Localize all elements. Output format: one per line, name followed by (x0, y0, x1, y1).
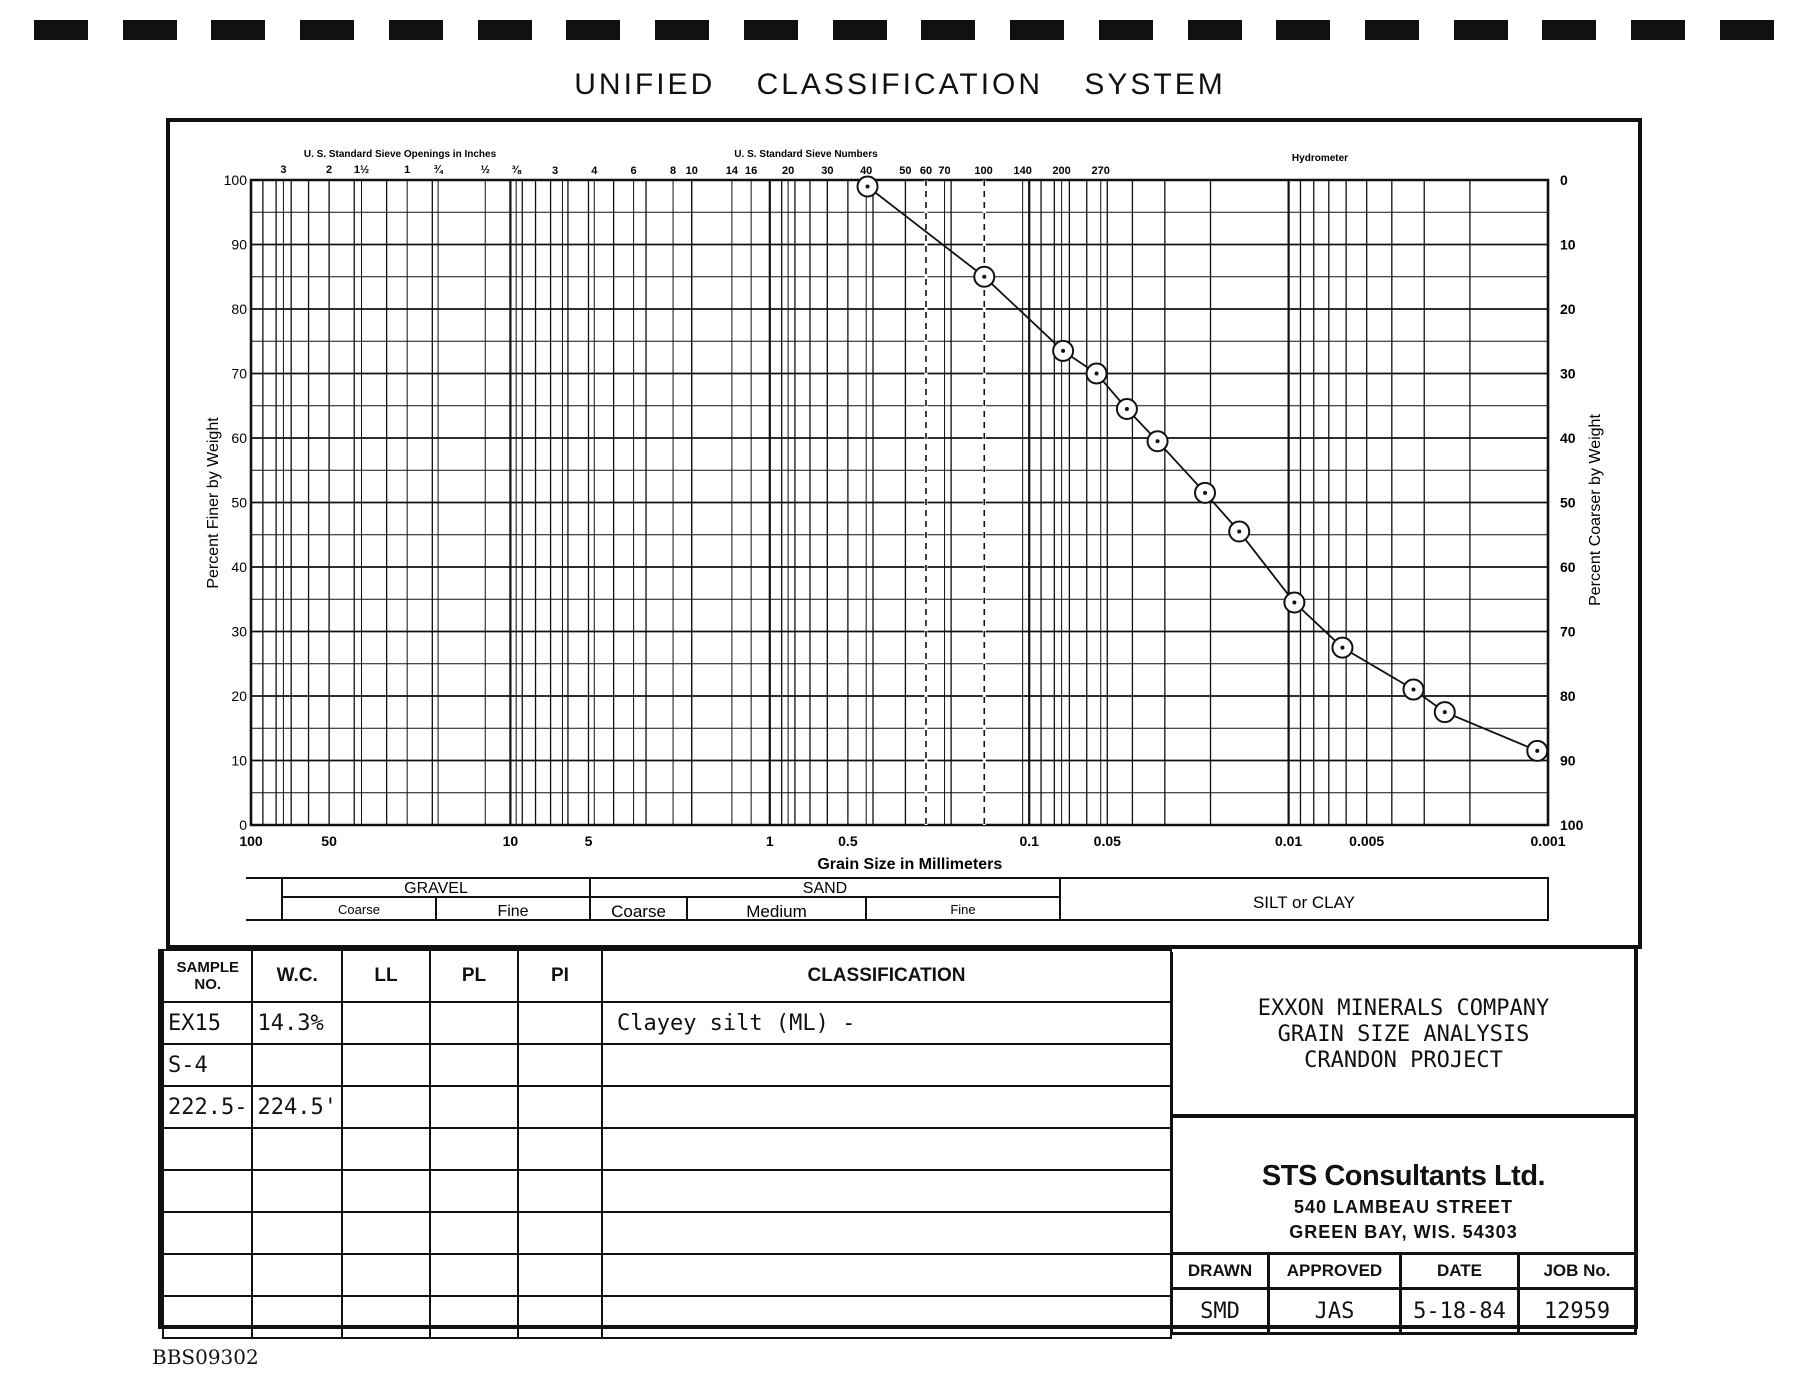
col-ll: LL (342, 950, 430, 1002)
y-tick-label: 50 (231, 494, 247, 511)
sieve-inch-label: 2 (326, 164, 333, 176)
table-cell (163, 1212, 252, 1254)
date-value: 5-18-84 (1401, 1289, 1519, 1334)
table-row (163, 1086, 1171, 1128)
table-cell (602, 1128, 1171, 1170)
table-cell (430, 1254, 518, 1296)
sieve-number-label: 8 (670, 165, 677, 177)
y-tick-label: 30 (231, 623, 247, 640)
table-row (163, 1212, 1171, 1254)
y-right-tick-label: 30 (1560, 365, 1576, 382)
table-cell (342, 1086, 430, 1128)
y-right-tick-label: 40 (1560, 430, 1576, 446)
consultant-city: GREEN BAY, WIS. 54303 (1289, 1222, 1518, 1242)
x-tick-label: 10 (502, 833, 519, 849)
table-cell (252, 1044, 341, 1086)
data-point-dot (1292, 600, 1296, 604)
sieve-number-label: 270 (1091, 165, 1110, 177)
data-point-dot (866, 184, 870, 188)
table-row (163, 1128, 1171, 1170)
y-right-tick-label: 60 (1560, 559, 1576, 575)
company-name: EXXON MINERALS COMPANY (1257, 996, 1550, 1021)
silt-clay-label: SILT or CLAY (1252, 893, 1356, 912)
x-tick-label: 0.1 (1019, 833, 1039, 849)
gravel-label: GRAVEL (404, 880, 468, 897)
y-right-tick-label: 90 (1560, 752, 1576, 769)
data-point-dot (1535, 749, 1539, 753)
y-tick-label: 20 (231, 688, 247, 704)
table-row (163, 1170, 1171, 1212)
table-cell (342, 1212, 430, 1254)
sand-medium-label: Medium (746, 902, 807, 921)
table-cell (602, 1296, 1171, 1338)
sieve-number-label: 100 (974, 165, 993, 177)
data-point-dot (982, 275, 986, 279)
hydrometer-title: Hydrometer (1291, 153, 1349, 164)
table-cell (252, 1254, 341, 1296)
data-point-dot (1237, 530, 1241, 534)
table-cell (252, 1212, 341, 1254)
class-bar-frame (282, 878, 1548, 920)
table-cell (602, 1044, 1171, 1086)
y-right-axis-label: Percent Coarser by Weight (1587, 414, 1604, 606)
gravel-fine-label: Fine (497, 903, 529, 920)
table-cell (602, 1170, 1171, 1212)
table-cell (602, 1086, 1171, 1128)
table-cell (430, 1086, 518, 1128)
col-sample-no: SAMPLE NO. (163, 950, 252, 1002)
table-cell: 222.5- (163, 1086, 252, 1128)
data-point-dot (1061, 349, 1065, 353)
y-right-tick-label: 0 (1560, 172, 1568, 188)
drawn-value: SMD (1172, 1289, 1269, 1334)
table-cell (430, 1296, 518, 1338)
table-row (163, 1254, 1171, 1296)
y-tick-label: 60 (231, 430, 247, 446)
sieve-inch-label: 3 (280, 164, 287, 176)
table-cell: EX15 (163, 1002, 252, 1044)
report-name: GRAIN SIZE ANALYSIS (1277, 1022, 1530, 1047)
consultant-block (1170, 1118, 1634, 1252)
table-cell (430, 1170, 518, 1212)
data-point-dot (1125, 407, 1129, 411)
table-cell (430, 1002, 518, 1044)
sieve-number-label: 40 (860, 165, 873, 177)
table-cell (518, 1254, 602, 1296)
table-cell (518, 1128, 602, 1170)
project-name: CRANDON PROJECT (1304, 1048, 1503, 1073)
sieve-inches-title: U. S. Standard Sieve Openings in Inches (303, 149, 497, 160)
x-tick-label: 0.01 (1274, 833, 1303, 849)
table-cell (518, 1086, 602, 1128)
table-row (163, 1296, 1171, 1338)
sieve-number-label: 140 (1013, 165, 1032, 177)
table-cell (163, 1254, 252, 1296)
table-cell (163, 1296, 252, 1338)
x-tick-label: 0.05 (1093, 833, 1121, 849)
x-tick-label: 100 (239, 833, 263, 849)
table-cell (342, 1002, 430, 1044)
approved-label: APPROVED (1269, 1254, 1401, 1289)
gravel-coarse-label: Coarse (338, 902, 380, 917)
y-tick-label: 70 (231, 365, 247, 382)
table-cell (518, 1212, 602, 1254)
data-point-dot (1156, 439, 1160, 443)
table-cell (252, 1128, 341, 1170)
table-cell (602, 1254, 1171, 1296)
y-tick-label: 90 (231, 236, 247, 253)
x-tick-label: 50 (321, 833, 337, 849)
table-cell: S-4 (163, 1044, 252, 1086)
sieve-inch-label: ¾ (433, 164, 443, 176)
table-row (163, 1044, 1171, 1086)
y-right-tick-label: 20 (1560, 301, 1576, 317)
y-axis-label: Percent Finer by Weight (205, 417, 222, 589)
table-cell (252, 1296, 341, 1338)
consultant-name: STS Consultants Ltd. (1261, 1160, 1546, 1192)
x-tick-label: 1 (765, 833, 774, 849)
job-value: 12959 (1519, 1289, 1636, 1334)
col-wc: W.C. (252, 950, 341, 1002)
sieve-inch-label: 1 (404, 164, 411, 176)
document-code: BBS09302 (152, 1345, 259, 1369)
x-tick-label: 5 (584, 833, 593, 849)
sieve-number-label: 70 (938, 165, 951, 177)
table-cell (430, 1128, 518, 1170)
y-right-tick-label: 50 (1560, 494, 1576, 511)
y-right-tick-label: 100 (1560, 817, 1584, 833)
table-cell (430, 1044, 518, 1086)
y-right-tick-label: 80 (1560, 688, 1576, 704)
table-cell (163, 1170, 252, 1212)
col-pi: PI (518, 950, 602, 1002)
sieve-number-label: 3 (551, 165, 559, 177)
y-tick-label: 0 (239, 817, 247, 833)
x-tick-label: 0.5 (838, 833, 858, 849)
table-cell (602, 1212, 1171, 1254)
job-label: JOB No. (1519, 1254, 1636, 1289)
y-tick-label: 100 (223, 172, 247, 188)
y-right-tick-label: 10 (1560, 236, 1576, 253)
data-point-dot (1340, 646, 1344, 650)
table-cell (342, 1128, 430, 1170)
col-classification: CLASSIFICATION (602, 950, 1171, 1002)
table-header-row (163, 950, 1171, 1002)
data-point-dot (1095, 372, 1099, 376)
sieve-inch-label: ⅜ (511, 164, 521, 176)
col-pl: PL (430, 950, 518, 1002)
sieve-number-label: 10 (685, 165, 698, 177)
sample-table (162, 949, 1172, 1339)
sieve-inch-label: ½ (480, 164, 490, 176)
gradation-curve (868, 187, 1538, 751)
signoff-table (1170, 1252, 1637, 1335)
sieve-number-label: 16 (745, 165, 758, 177)
table-cell (518, 1002, 602, 1044)
drawn-label: DRAWN (1172, 1254, 1269, 1289)
table-cell (163, 1128, 252, 1170)
sieve-number-label: 200 (1052, 165, 1071, 177)
sieve-inch-label: 1½ (353, 164, 370, 176)
approved-value: JAS (1269, 1289, 1401, 1334)
table-cell (342, 1254, 430, 1296)
table-cell (342, 1044, 430, 1086)
sieve-number-label: 30 (821, 165, 834, 177)
sand-coarse-label: Coarse (611, 902, 666, 921)
table-cell (252, 1170, 341, 1212)
sieve-number-label: 6 (630, 165, 637, 177)
sand-fine-label: Fine (950, 902, 976, 917)
page-title: UNIFIED CLASSIFICATION SYSTEM (574, 68, 1226, 101)
sand-label: SAND (802, 880, 848, 897)
company-block (1170, 952, 1634, 1118)
consultant-street: 540 LAMBEAU STREET (1293, 1197, 1514, 1217)
sieve-number-label: 50 (899, 165, 912, 177)
x-tick-label: 0.005 (1349, 833, 1385, 849)
sieve-number-label: 14 (725, 165, 739, 177)
data-point-dot (1443, 710, 1447, 714)
table-cell (342, 1296, 430, 1338)
table-cell (430, 1212, 518, 1254)
data-point-dot (1411, 688, 1415, 692)
y-tick-label: 10 (231, 752, 247, 769)
sieve-number-label: 20 (781, 165, 795, 177)
table-cell (518, 1296, 602, 1338)
sieve-number-label: 4 (591, 165, 598, 177)
x-tick-label: 0.001 (1530, 833, 1566, 849)
table-cell: 224.5' (252, 1086, 341, 1128)
y-tick-label: 80 (231, 301, 247, 317)
y-right-tick-label: 70 (1560, 623, 1576, 640)
y-tick-label: 40 (231, 559, 247, 575)
data-point-dot (1203, 491, 1207, 495)
sieve-number-label: 60 (919, 165, 933, 177)
date-label: DATE (1401, 1254, 1519, 1289)
x-axis-label: Grain Size in Millimeters (817, 856, 1003, 873)
table-cell (518, 1044, 602, 1086)
table-row (163, 1002, 1171, 1044)
table-cell (518, 1170, 602, 1212)
table-cell: Clayey silt (ML) - (602, 1002, 1171, 1044)
sieve-numbers-title: U. S. Standard Sieve Numbers (734, 149, 878, 160)
table-cell: 14.3% (252, 1002, 341, 1044)
table-cell (342, 1170, 430, 1212)
